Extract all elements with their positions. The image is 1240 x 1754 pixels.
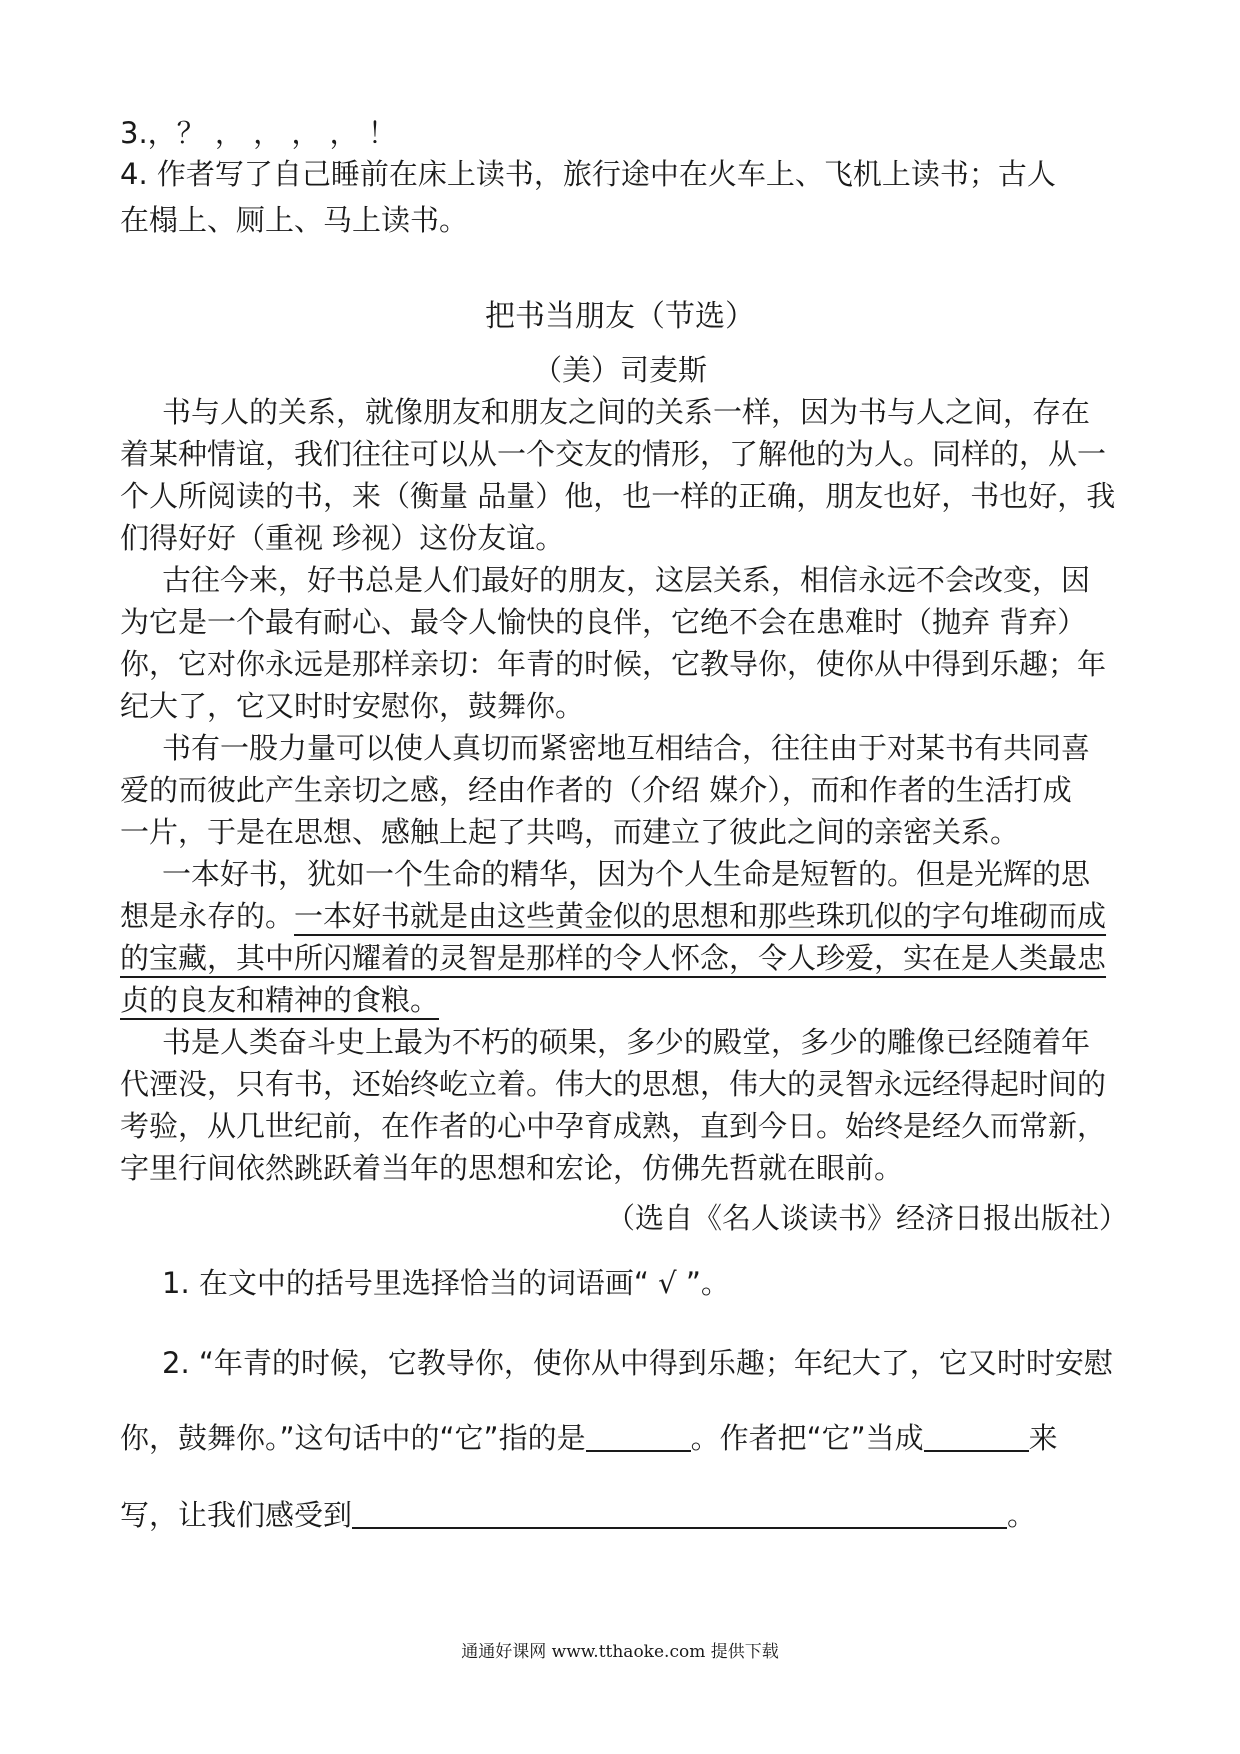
answer-4-line-2: 在榻上、厕上、马上读书。 xyxy=(120,203,469,237)
question-2-line-2 xyxy=(120,1418,1130,1458)
underlined-sentence-part-1: 一本好书就是由这些黄金似的思想和那些珠玑似的字句堆砌而成 xyxy=(294,899,1107,933)
paragraph-2-line-1: 古往今来，好书总是人们最好的朋友，这层关系，相信永远不会改变，因 xyxy=(162,563,1091,597)
paragraph-5-line-2: 代湮没，只有书，还始终屹立着。伟大的思想，伟大的灵智永远经得起时间的 xyxy=(120,1067,1107,1101)
paragraph-2-line-4: 纪大了，它又时时安慰你，鼓舞你。 xyxy=(120,689,585,723)
footer-credit: 通通好课网 www.tthaoke.com 提供下载 xyxy=(461,1642,779,1662)
paragraph-4-line-2 xyxy=(120,896,1130,936)
answer-blank-3[interactable] xyxy=(352,1497,1007,1529)
paragraph-1-line-3: 个人所阅读的书，来（衡量 品量）他，也一样的正确，朋友也好，书也好，我 xyxy=(120,479,1116,513)
answer-blank-1[interactable] xyxy=(586,1420,691,1452)
underlined-sentence-part-2: 的宝藏，其中所闪耀着的灵智是那样的令人怀念，令人珍爱，实在是人类最忠 xyxy=(120,941,1107,975)
paragraph-4-line-1: 一本好书，犹如一个生命的精华，因为个人生命是短暂的。但是光辉的思 xyxy=(162,857,1091,891)
answer-3: 3.，？ ， ， ， ， ！ xyxy=(120,116,397,150)
underlined-sentence-part-3: 贞的良友和精神的食粮。 xyxy=(120,983,440,1017)
paragraph-5-line-3: 考验，从几世纪前，在作者的心中孕育成熟，直到今日。始终是经久而常新， xyxy=(120,1109,1107,1143)
paragraph-4-line-2-plain: 想是永存的。 xyxy=(120,899,295,933)
question-2-text-d: 写，让我们感受到 xyxy=(120,1498,353,1532)
question-2-text-e: 。 xyxy=(1007,1498,1037,1532)
paragraph-3-line-1: 书有一股力量可以使人真切而紧密地互相结合，往往由于对某书有共同喜 xyxy=(162,731,1091,765)
question-2-line-3 xyxy=(120,1495,1130,1535)
paragraph-1-line-2: 着某种情谊，我们往往可以从一个交友的情形，了解他的为人。同样的，从一 xyxy=(120,437,1107,471)
article-author: （美）司麦斯 xyxy=(532,353,707,387)
question-2-text-c: 来 xyxy=(1028,1421,1058,1455)
paragraph-2-line-2: 为它是一个最有耐心、最令人愉快的良伴，它绝不会在患难时（抛弃 背弃） xyxy=(120,605,1087,639)
question-1: 1. 在文中的括号里选择恰当的词语画“ √ ”。 xyxy=(162,1266,730,1300)
question-2-line-1: 2. “年青的时候，它教导你，使你从中得到乐趣；年纪大了，它又时时安慰 xyxy=(162,1346,1113,1380)
paragraph-1-line-4: 们得好好（重视 珍视）这份友谊。 xyxy=(120,521,565,555)
answer-4-line-1: 4. 作者写了自己睡前在床上读书，旅行途中在火车上、飞机上读书；古人 xyxy=(120,157,1056,191)
question-2-text-a: 你，鼓舞你。”这句话中的“它”指的是 xyxy=(120,1421,586,1455)
paragraph-3-line-3: 一片，于是在思想、感触上起了共鸣，而建立了彼此之间的亲密关系。 xyxy=(120,815,1020,849)
article-title: 把书当朋友（节选） xyxy=(485,299,755,334)
paragraph-1-line-1: 书与人的关系，就像朋友和朋友之间的关系一样，因为书与人之间，存在 xyxy=(162,395,1091,429)
paragraph-3-line-2: 爱的而彼此产生亲切之感，经由作者的（介绍 媒介），而和作者的生活打成 xyxy=(120,773,1072,807)
question-2-text-b: 。作者把“它”当成 xyxy=(690,1421,924,1455)
answer-blank-2[interactable] xyxy=(924,1420,1029,1452)
source-citation: （选自《名人谈读书》经济日报出版社） xyxy=(605,1201,1128,1235)
paragraph-2-line-3: 你，它对你永远是那样亲切：年青的时候，它教导你，使你从中得到乐趣；年 xyxy=(120,647,1107,681)
paragraph-5-line-4: 字里行间依然跳跃着当年的思想和宏论，仿佛先哲就在眼前。 xyxy=(120,1151,904,1185)
paragraph-4-line-4 xyxy=(120,980,1130,1020)
paragraph-5-line-1: 书是人类奋斗史上最为不朽的硕果，多少的殿堂，多少的雕像已经随着年 xyxy=(162,1025,1091,1059)
